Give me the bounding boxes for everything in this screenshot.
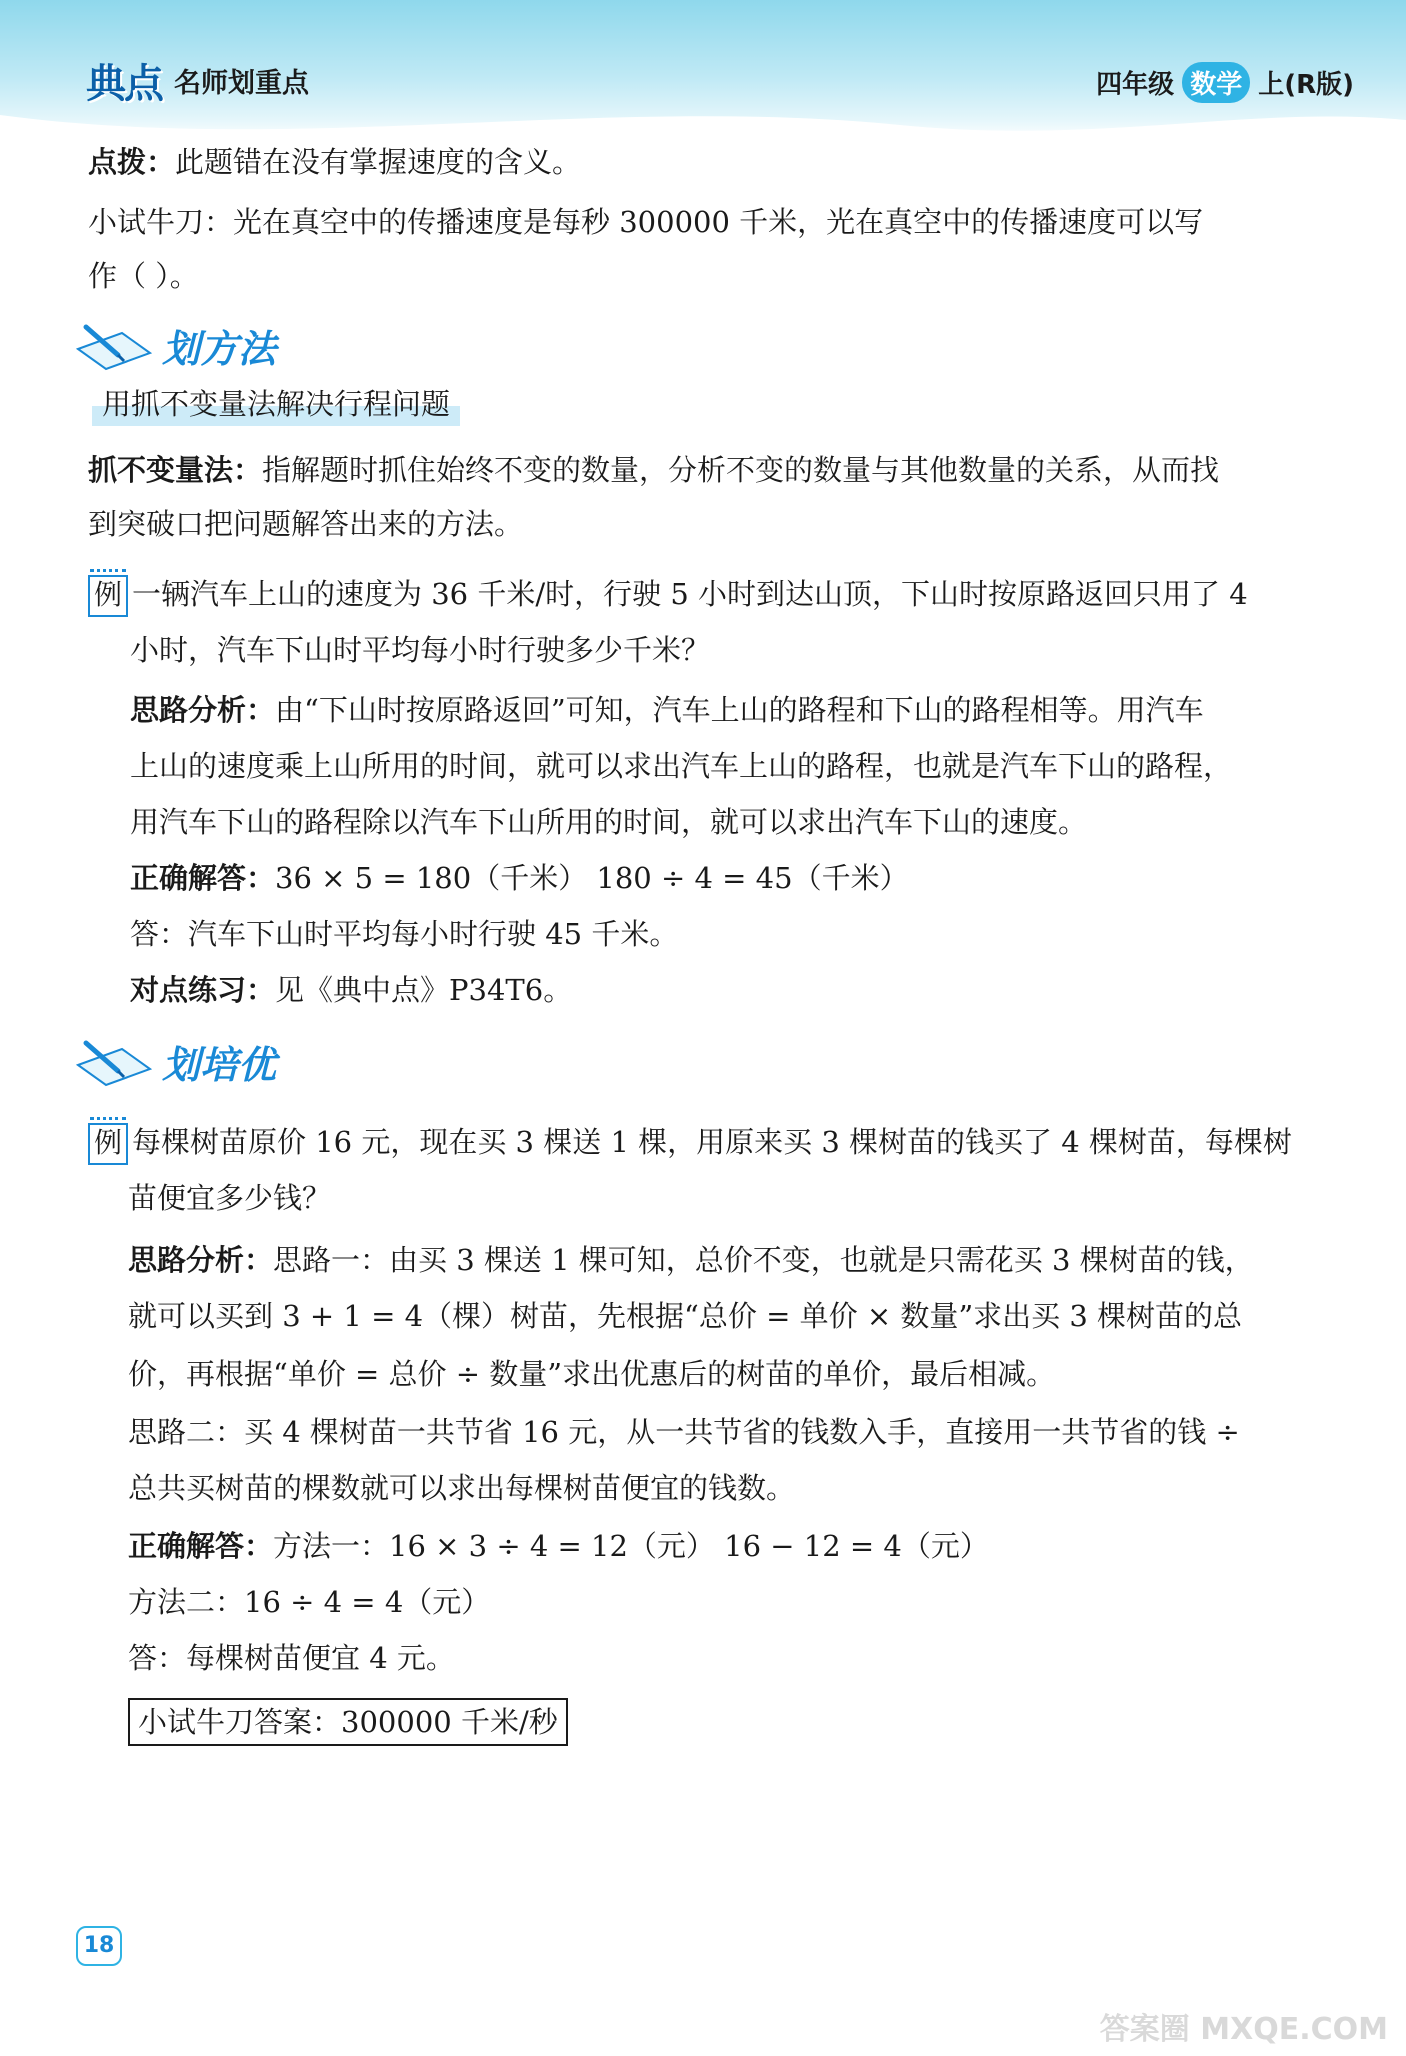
page-number: 18 xyxy=(76,1926,122,1966)
answer-box-value: 300000 千米/秒 xyxy=(341,1705,558,1739)
excel-analysis-label: 思路分析： xyxy=(128,1243,274,1277)
brand xyxy=(86,52,309,109)
excel-solution-line xyxy=(128,1518,989,1574)
method-solution-text: 36 × 5 = 180（千米） 180 ÷ 4 = 45（千米） xyxy=(275,861,909,895)
excel-question-line-1 xyxy=(88,1114,1292,1170)
method-answer-line: 答：汽车下山时平均每小时行驶 45 千米。 xyxy=(130,917,679,951)
brand-subtitle: 名师划重点 xyxy=(174,68,309,99)
grade-label: 四年级 xyxy=(1096,70,1175,100)
method-practice-text: 见《典中点》P34T6。 xyxy=(275,973,573,1007)
method-question-line-2: 小时，汽车下山时平均每小时行驶多少千米？ xyxy=(130,633,711,667)
method-analysis-text: 由“下山时按原路返回”可知，汽车上山的路程和下山的路程相等。用汽车 xyxy=(275,693,1204,727)
excel-analysis-line-1 xyxy=(128,1232,1254,1288)
try-line-2: 作（ ）。 xyxy=(88,259,199,293)
example-badge: 例 xyxy=(88,575,128,617)
excel-solution-label: 正确解答： xyxy=(128,1529,274,1563)
tip-label: 点拨： xyxy=(88,145,176,179)
pen-paper-icon xyxy=(72,319,156,373)
page-header xyxy=(0,0,1406,140)
answer-box-label: 小试牛刀答案： xyxy=(138,1705,342,1739)
method-subtitle: 用抓不变量法解决行程问题 xyxy=(92,382,460,426)
excel-answer-line: 答：每棵树苗便宜 4 元。 xyxy=(128,1641,455,1675)
excel-method2-line: 方法二：16 ÷ 4 = 4（元） xyxy=(128,1585,491,1619)
excel-analysis-text: 思路一：由买 3 棵送 1 棵可知，总价不变，也就是只需花买 3 棵树苗的钱， xyxy=(273,1243,1254,1277)
method-question-text: 一辆汽车上山的速度为 36 千米/时，行驶 5 小时到达山顶，下山时按原路返回只用了 4 xyxy=(132,577,1248,611)
excel-analysis-line-2: 就可以买到 3 + 1 = 4（棵）树苗，先根据“总价 = 单价 × 数量”求出买 3 棵树苗的总 xyxy=(128,1299,1243,1333)
excel-solution-text: 方法一：16 × 3 ÷ 4 = 12（元） 16 − 12 = 4（元） xyxy=(273,1529,989,1563)
tip-text: 此题错在没有掌握速度的含义。 xyxy=(175,145,582,179)
excel-analysis2-line-1: 思路二：买 4 棵树苗一共节省 16 元，从一共节省的钱数入手，直接用一共节省的钱 ÷ xyxy=(128,1415,1240,1449)
pen-paper-icon xyxy=(72,1035,156,1089)
method-analysis-line-2: 上山的速度乘上山所用的时间，就可以求出汽车上山的路程，也就是汽车下山的路程， xyxy=(130,749,1233,783)
section-excel-title: 划培优 xyxy=(162,1043,277,1087)
answer-box xyxy=(128,1698,568,1746)
brand-logo: 典点 xyxy=(86,61,162,107)
try-line-1: 小试牛刀：光在真空中的传播速度是每秒 300000 千米，光在真空中的传播速度可以写 xyxy=(88,205,1204,239)
excel-analysis2-line-2: 总共买树苗的棵数就可以求出每棵树苗便宜的钱数。 xyxy=(128,1471,796,1505)
method-def-line-1 xyxy=(88,442,1219,498)
method-def-label: 抓不变量法： xyxy=(88,453,263,487)
tip-line xyxy=(88,134,581,190)
volume-label: 上(R版) xyxy=(1258,70,1354,100)
method-def-text: 指解题时抓住始终不变的数量，分析不变的数量与其他数量的关系，从而找 xyxy=(262,453,1220,487)
method-analysis-line-3: 用汽车下山的路程除以汽车下山所用的时间，就可以求出汽车下山的速度。 xyxy=(130,805,1088,839)
method-practice-label: 对点练习： xyxy=(130,973,276,1007)
section-excel-header xyxy=(72,1034,276,1089)
method-analysis-line-1 xyxy=(130,682,1204,738)
grade-info xyxy=(1096,62,1354,103)
watermark: 答案圈 MXQE.COM xyxy=(1099,2012,1388,2047)
method-analysis-label: 思路分析： xyxy=(130,693,276,727)
excel-question-line-2: 苗便宜多少钱？ xyxy=(128,1181,332,1215)
section-method-header xyxy=(72,318,276,373)
method-def-line-2: 到突破口把问题解答出来的方法。 xyxy=(88,507,524,541)
method-solution-line xyxy=(130,850,909,906)
method-question-line-1 xyxy=(88,566,1248,622)
example-badge: 例 xyxy=(88,1123,128,1165)
subject-badge: 数学 xyxy=(1182,62,1250,103)
excel-question-text: 每棵树苗原价 16 元，现在买 3 棵送 1 棵，用原来买 3 棵树苗的钱买了 4 棵树苗，每棵树 xyxy=(132,1125,1292,1159)
method-practice-line xyxy=(130,962,572,1018)
method-solution-label: 正确解答： xyxy=(130,861,276,895)
excel-analysis-line-3: 价，再根据“单价 = 总价 ÷ 数量”求出优惠后的树苗的单价，最后相减。 xyxy=(128,1357,1056,1391)
section-method-title: 划方法 xyxy=(162,327,277,371)
